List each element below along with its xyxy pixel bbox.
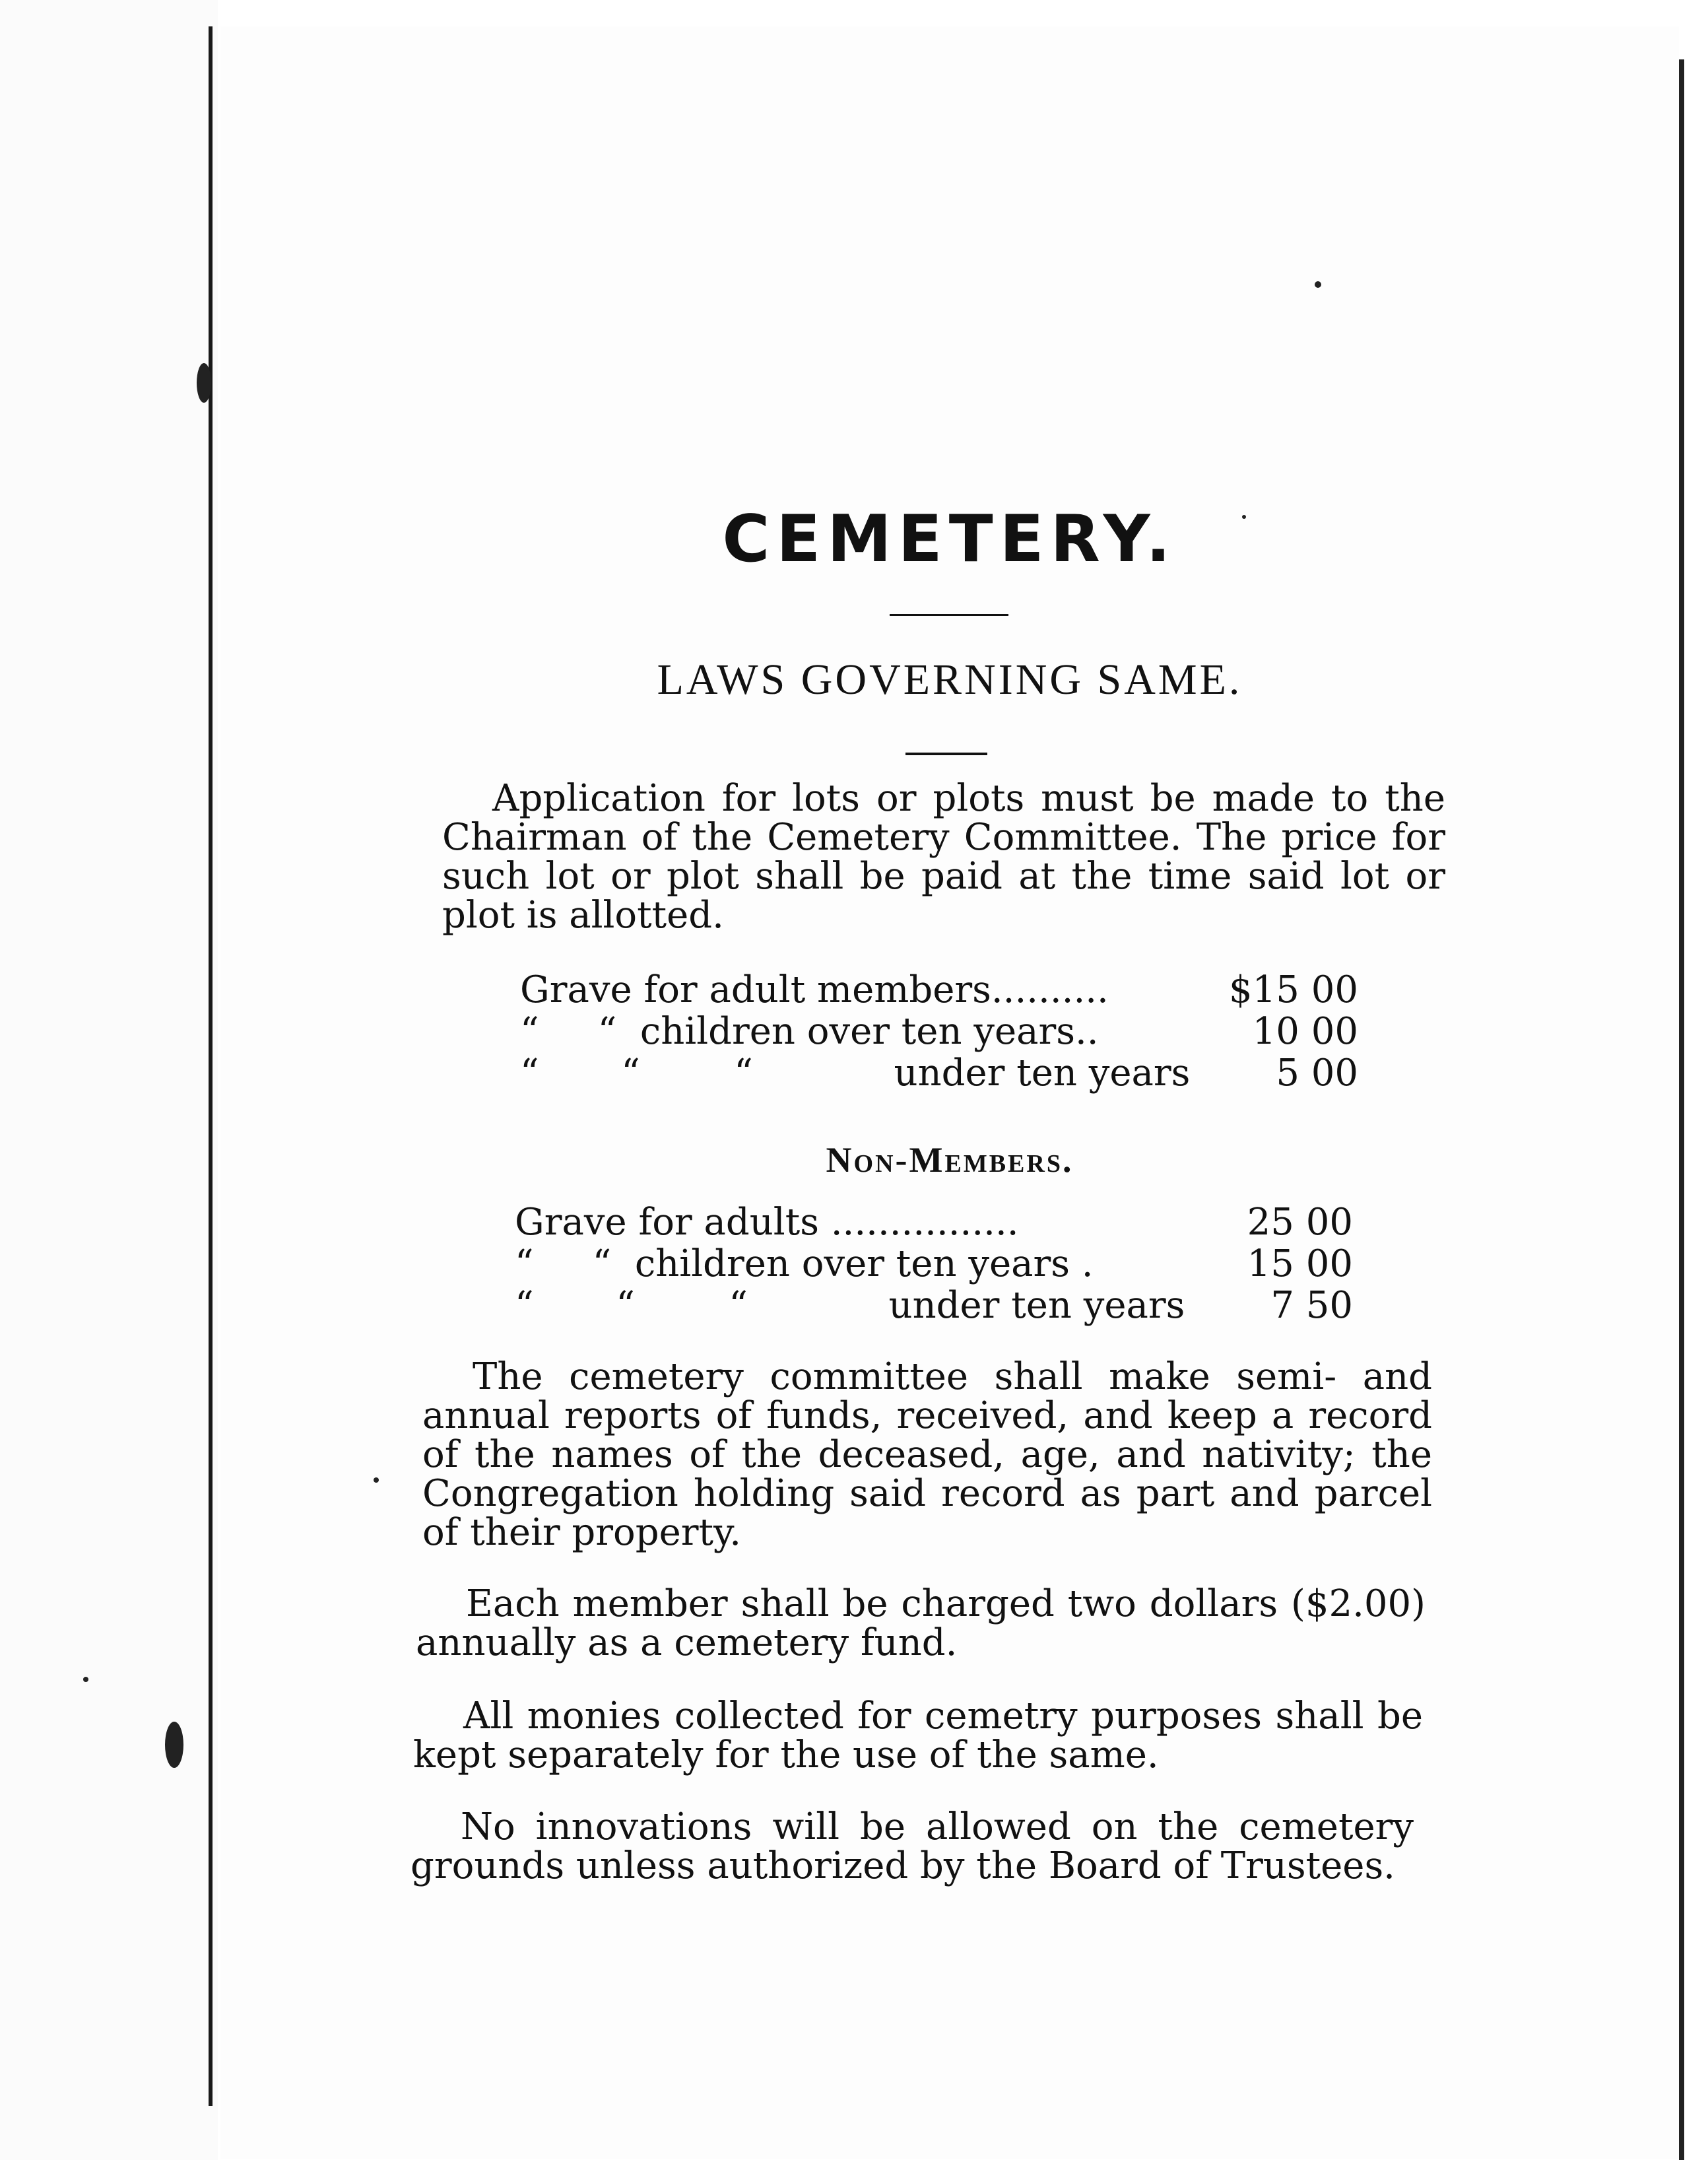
price-description: “ “ children over ten years.. xyxy=(520,1010,1099,1053)
intro-paragraph: Application for lots or plots must be made to the Chairman of the Cemetery Committee. The price for such lot or plot shall be paid at the time said lot or plot is allotted. xyxy=(442,777,1445,937)
page-title: CEMETERY. xyxy=(722,502,1177,577)
price-row xyxy=(520,969,1358,1011)
price-description: “ “ “ under ten years xyxy=(515,1284,1185,1327)
paragraph-annual-fund: Each member shall be charged two dollars ($2.00) annually as a cemetery fund. xyxy=(416,1582,1426,1664)
left-page-margin xyxy=(0,0,218,2160)
price-description: Grave for adult members.......... xyxy=(520,968,1109,1011)
scan-speck xyxy=(1242,515,1246,519)
scan-speck xyxy=(1315,281,1321,288)
price-row xyxy=(515,1243,1353,1285)
binding-mark xyxy=(197,363,211,403)
price-amount: 7 50 xyxy=(1270,1284,1353,1327)
price-amount: 15 00 xyxy=(1247,1242,1353,1285)
scan-speck xyxy=(374,1477,379,1483)
price-amount: 25 00 xyxy=(1247,1201,1353,1244)
price-amount: 5 00 xyxy=(1276,1052,1358,1095)
price-row xyxy=(515,1285,1353,1326)
price-description: “ “ children over ten years . xyxy=(515,1242,1094,1285)
price-amount: $15 00 xyxy=(1229,968,1358,1011)
paragraph-reports: The cemetery committee shall make semi- and annual reports of funds, received, and keep a record of the names of the deceased, age, and nativity; the Congregation holding said record as part and parcel of their property. xyxy=(422,1355,1432,1554)
non-member-price-list xyxy=(515,1201,1353,1326)
member-price-list xyxy=(520,969,1358,1094)
price-row xyxy=(520,1052,1358,1094)
non-members-heading: Non-Members. xyxy=(826,1140,1074,1180)
price-row xyxy=(515,1201,1353,1243)
page-subtitle: LAWS GOVERNING SAME. xyxy=(657,656,1243,704)
paragraph-monies: All monies collected for cemetry purposes shall be kept separately for the use of the same. xyxy=(413,1695,1423,1776)
subtitle-divider xyxy=(905,753,987,755)
paragraph-innovations: No innovations will be allowed on the cemetery grounds unless authorized by the Board of Trustees. xyxy=(411,1806,1414,1887)
title-divider xyxy=(890,614,1008,616)
scan-speck xyxy=(83,1677,88,1682)
price-description: Grave for adults ................ xyxy=(515,1201,1019,1244)
page-edge xyxy=(1679,59,1684,2160)
binding-gutter xyxy=(209,26,213,2106)
binding-mark xyxy=(165,1722,183,1768)
price-description: “ “ “ under ten years xyxy=(520,1052,1191,1095)
price-row xyxy=(520,1011,1358,1052)
price-amount: 10 00 xyxy=(1252,1010,1358,1053)
